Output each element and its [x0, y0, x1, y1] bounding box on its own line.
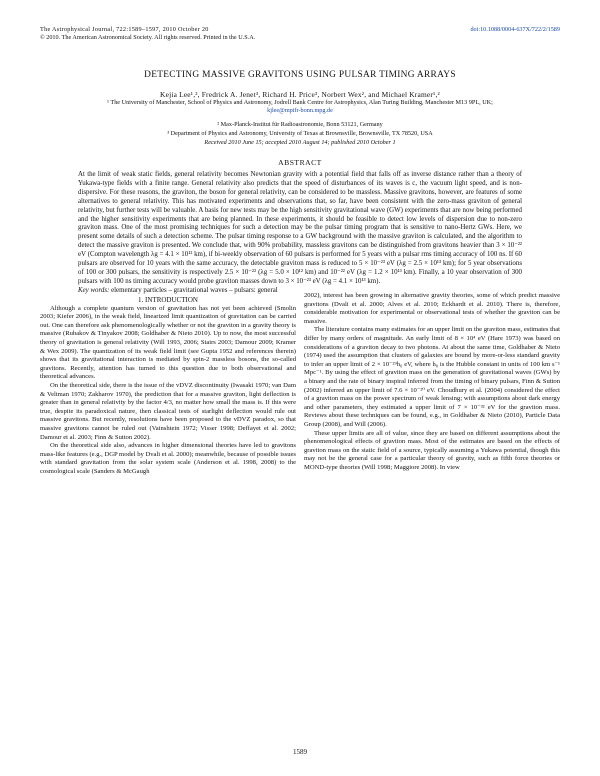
column-right	[304, 292, 560, 472]
doi-link[interactable]: doi:10.1088/0004-637X/722/2/1589	[470, 26, 560, 33]
page-number: 1589	[293, 748, 307, 756]
abstract-text: At the limit of weak static fields, general relativity becomes Newtonian gravity with a potential field that falls off as inverse distance rather than a theory of Yukawa-type fields with a finite range. General relativity also predicts that the speed of disturbances of its waves is c, the vacuum light speed, and is non-dispersive. For these reasons, the graviton, the boson for general relativity, can be considered to be massless. Massive gravitons, however, are features of some alternatives to general relativity. This has motivated experiments and observations that, so far, have been consistent with the zero-mass graviton of general relativity, but further tests will be valuable. A basis for new tests may be the high sensitivity gravitational wave (GW) experiments that are now being performed and the higher sensitivity experiments that are being planned. In these experiments, it should be feasible to detect low levels of dispersion due to non-zero graviton mass. One of the most promising techniques for such a detection may be the pulsar timing program that is sensitive to nano-Hertz GWs. Here, we present some details of such a detection scheme. The pulsar timing response to a GW background with the massive graviton is calculated, and the algorithm to detect the massive graviton is presented. We conclude that, with 90% probability, massless gravitons can be distinguished from gravitons heavier than 3 × 10⁻²² eV (Compton wavelength λg = 4.1 × 10¹² km), if bi-weekly observation of 60 pulsars is performed for 5 years with a pulsar rms timing accuracy of 100 ns. If 60 pulsars are observed for 10 years with the same accuracy, the detectable graviton mass is reduced to 5 × 10⁻²³ eV (λg = 2.5 × 10¹³ km); for 5 year observations of 100 or 300 pulsars, the sensitivity is respectively 2.5 × 10⁻²² (λg = 5.0 × 10¹² km) and 10⁻²² eV (λg = 1.2 × 10¹³ km). Finally, a 10 year observation of 300 pulsars with 100 ns timing accuracy would probe graviton masses down to 3 × 10⁻²³ eV (λg = 4.1 × 10¹³ km).	[78, 171, 522, 285]
author-list: Kejia Lee¹,², Fredrick A. Jenet³, Richard H. Price³, Norbert Wex², and Michael Kramer¹,²	[160, 90, 440, 99]
paragraph: On the theoretical side also, advances in higher dimensional theories have led to gravitons mass-like features (e.g., DGP model by Dvali et al. 2000); meanwhile, because of possible issues with standard gravitation from the solar system scale (Anderson et al. 1998, 2008) to the cosmological scale (Sanders & McGaugh	[40, 442, 296, 475]
received-dates: Received 2010 June 15; accepted 2010 August 14; published 2010 October 1	[204, 139, 396, 146]
author-email-link[interactable]: kjlee@mpifr-bonn.mpg.de	[267, 107, 333, 114]
abstract-block	[78, 171, 522, 296]
affiliation-3: ³ Department of Physics and Astronomy, University of Texas at Brownsville, Brownsville, TX 78520, USA	[167, 130, 433, 137]
column-left	[40, 296, 296, 476]
affiliation-2: ² Max-Planck-Institut für Radioastronomie, Bonn 53121, Germany	[217, 121, 383, 128]
keywords-label: Key words:	[78, 286, 110, 294]
paragraph: The literature contains many estimates for an upper limit on the graviton mass, estimates that differ by many orders of magnitude. An early limit of 8 × 10⁴ eV (Hare 1973) was based on considerations of a graviton decay to two photons. At about the same time, Goldhaber & Nieto (1974) used the assumption that clusters of galaxies are bound by more-or-less standard gravity to infer an upper limit of 2 × 10⁻²⁹h₀ eV, where h₀ is the Hubble constant in units of 100 km s⁻¹ Mpc⁻¹. By using the effect of graviton mass on the generation of gravitational waves (GWs) by a binary and the rate of binary inspiral inferred from the timing of binary pulsars, Finn & Sutton (2002) inferred an upper limit of 7.6 × 10⁻²⁰ eV. Choudhury et al. (2004) considered the effect of a graviton mass on the power spectrum of weak lensing; with assumptions about dark energy and other parameters, they estimated a upper limit of 7 × 10⁻³² eV for the graviton mass. Reviews about these techniques can be found, e.g., in Goldhaber & Nieto (2010), Particle Data Group (2008), and Will (2006).	[304, 326, 560, 428]
paragraph: These upper limits are all of value, since they are based on different assumptions about the phenomenological effects of graviton mass. Most of the estimates are based on the effects of graviton mass on the static field of a source, typically assuming a Yukawa potential, though this may not be the general case for a particular theory of gravity, such as fifth force theories or MOND-type theories (Will 1998; Maggiore 2008). In view	[304, 429, 560, 471]
paragraph: On the theoretical side, there is the issue of the vDVZ discontinuity (Iwasaki 1970; van Dam & Veltman 1970; Zakharov 1970), the prediction that for a massive graviton, light deflection is greater than in general relativity by the factor 4/3, no matter how small the mass is. If this were true, despite its paradoxical nature, then classical tests of starlight deflection would rule out massive gravitons. But recently, resolutions have been proposed to the vDVZ paradox, so that massive gravitons cannot be ruled out (Vainshtein 1972; Visser 1998; Deffayet et al. 2002; Damour et al. 2003; Finn & Sutton 2002).	[40, 381, 296, 441]
paper-title: DETECTING MASSIVE GRAVITONS USING PULSAR TIMING ARRAYS	[144, 70, 456, 80]
running-head	[40, 26, 560, 42]
paragraph: 2002), interest has been growing in alternative gravity theories, some of which predict massive gravitons (Dvali et al. 2000; Alves et al. 2010; Eckhardt et al. 2010). There is, therefore, considerable motivation for experimental or observational tests of whether the graviton can be massive.	[304, 292, 560, 325]
keywords-text: elementary particles – gravitational waves – pulsars: general	[111, 286, 278, 294]
section-heading-introduction: 1. INTRODUCTION	[138, 296, 198, 304]
paragraph: Although a complete quantum version of gravitation has not yet been achieved (Smolin 2003; Kiefer 2006), in the weak field, linearized limit quantization of gravitation can be carried out. One can therefore ask phenomenologically whether or not the graviton in a gravity theory is massive (Rubakov & Tinyakov 2008; Goldhaber & Nieto 2010). Up to now, the most successful theory of gravitation is general relativity (Will 1993, 2006; Stairs 2003; Damour 2009; Kramer & Wex 2009). The quantization of its weak field limit (see Gupta 1952 and references therein) shows that its gravitational interaction is mediated by spin-2 massless bosons, the so-called gravitons. Recently, attention has turned to this question due to both observational and theoretical advances.	[40, 304, 296, 381]
abstract-heading: ABSTRACT	[278, 158, 322, 167]
affiliation-1-text: ¹ The University of Manchester, School of Physics and Astronomy, Jodrell Bank Centre for Astrophysics, Alan Turing Building, Manchester M13 9PL, UK;	[107, 99, 493, 106]
journal-citation: The Astrophysical Journal, 722:1589–1597, 2010 October 20	[40, 26, 209, 33]
affiliation-1	[40, 99, 560, 115]
copyright-notice: © 2010. The American Astronomical Society. All rights reserved. Printed in the U.S.A.	[40, 34, 256, 41]
